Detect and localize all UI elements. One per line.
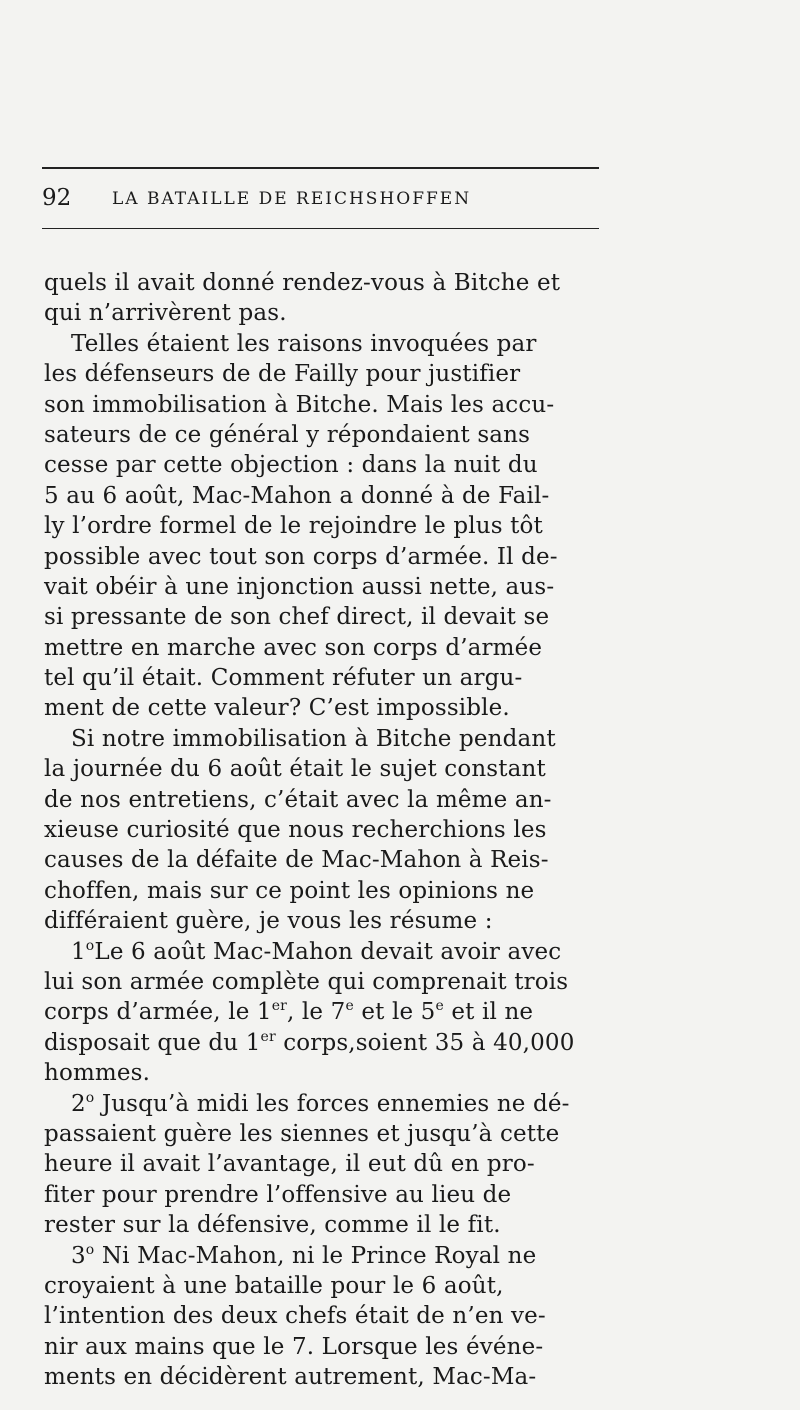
text-line xyxy=(44,1119,614,1149)
line-text: ly l’ordre formel de le rejoindre le plus tôt xyxy=(44,513,543,540)
line-text: possible avec tout son corps d’armée. Il de- xyxy=(44,543,558,570)
text-line xyxy=(44,876,614,906)
line-text: si pressante de son chef direct, il devait se xyxy=(44,604,550,631)
text-line xyxy=(44,663,614,693)
line-text: vait obéir à une injonction aussi nette, aus- xyxy=(44,573,555,600)
text-line xyxy=(44,1089,614,1119)
text-line xyxy=(44,298,614,328)
text-line xyxy=(44,1362,614,1392)
text-line xyxy=(44,572,614,602)
line-text: Si notre immobilisation à Bitche pendant xyxy=(71,725,556,752)
text-line xyxy=(44,1058,614,1088)
text-line xyxy=(44,511,614,541)
text-line xyxy=(44,815,614,845)
text-line xyxy=(44,390,614,420)
line-text: de nos entretiens, c’était avec la même an- xyxy=(44,786,552,813)
line-text: son immobilisation à Bitche. Mais les accu- xyxy=(44,391,555,418)
line-text: 5 au 6 août, Mac-Mahon a donné à de Fail- xyxy=(44,482,550,509)
line-text: différaient guère, je vous les résume : xyxy=(44,908,493,935)
line-text: lui son armée complète qui comprenait trois xyxy=(44,968,569,995)
line-text: passaient guère les siennes et jusqu’à cette xyxy=(44,1120,560,1147)
running-head xyxy=(42,183,599,215)
line-text: heure il avait l’avantage, il eut dû en pro- xyxy=(44,1151,535,1178)
line-text: Telles étaient les raisons invoquées par xyxy=(71,330,537,357)
running-title: LA BATAILLE DE REICHSHOFFEN xyxy=(112,189,472,209)
line-text: la journée du 6 août était le sujet constant xyxy=(44,756,546,783)
text-line xyxy=(44,359,614,389)
line-text: xieuse curiosité que nous recherchions les xyxy=(44,817,547,844)
text-line xyxy=(44,1241,614,1271)
line-text: les défenseurs de de Failly pour justifier xyxy=(44,361,521,388)
line-text: hommes. xyxy=(44,1060,151,1087)
line-text: 1 xyxy=(71,938,86,965)
line-text: mettre en marche avec son corps d’armée xyxy=(44,634,543,661)
line-text: sateurs de ce général y répondaient sans xyxy=(44,421,531,448)
line-text: nir aux mains que le 7. Lorsque les événe- xyxy=(44,1333,544,1360)
text-line xyxy=(44,1210,614,1240)
line-text: tel qu’il était. Comment réfuter un argu- xyxy=(44,665,523,692)
text-line xyxy=(44,1180,614,1210)
text-line xyxy=(44,1271,614,1301)
text-line xyxy=(44,754,614,784)
text-line xyxy=(44,602,614,632)
line-text: fiter pour prendre l’offensive au lieu de xyxy=(44,1181,512,1208)
line-text: quels il avait donné rendez-vous à Bitche et xyxy=(44,270,561,296)
superscript: o xyxy=(85,1241,95,1258)
text-line xyxy=(44,906,614,936)
text-line xyxy=(44,633,614,663)
line-text: choffen, mais sur ce point les opinions ne xyxy=(44,877,535,904)
text-line xyxy=(44,1149,614,1179)
text-line xyxy=(44,481,614,511)
text-line xyxy=(44,542,614,572)
text-line xyxy=(44,1301,614,1331)
header-top-rule xyxy=(42,167,599,169)
line-text: , le 7 xyxy=(287,999,346,1026)
text-line xyxy=(44,845,614,875)
superscript: er xyxy=(271,998,287,1015)
text-line xyxy=(44,1332,614,1362)
text-line xyxy=(44,450,614,480)
line-text: qui n’arrivèrent pas. xyxy=(44,300,287,327)
line-text: croyaient à une bataille pour le 6 août, xyxy=(44,1272,504,1299)
line-text: et le 5 xyxy=(353,999,436,1026)
line-text: causes de la défaite de Mac-Mahon à Reis- xyxy=(44,847,549,874)
text-line xyxy=(44,937,614,967)
text-line xyxy=(44,967,614,997)
body-text xyxy=(44,268,614,1392)
line-text: disposait que du 1 xyxy=(44,1029,261,1056)
text-line xyxy=(44,268,614,298)
text-line xyxy=(44,785,614,815)
text-line xyxy=(44,420,614,450)
line-text: 3 xyxy=(71,1242,86,1269)
line-text: corps,soient 35 à 40,000 xyxy=(275,1029,575,1056)
text-line xyxy=(44,997,614,1027)
text-line xyxy=(44,329,614,359)
line-text: 2 xyxy=(71,1090,86,1117)
header-bottom-rule xyxy=(42,228,599,229)
superscript: e xyxy=(345,998,354,1015)
line-text: ment de cette valeur? C’est impossible. xyxy=(44,695,510,722)
line-text: cesse par cette objection : dans la nuit du xyxy=(44,452,538,479)
text-line xyxy=(44,724,614,754)
line-text: Jusqu’à midi les forces ennemies ne dé- xyxy=(94,1090,570,1117)
line-text: corps d’armée, le 1 xyxy=(44,999,272,1026)
text-line xyxy=(44,1028,614,1058)
superscript: er xyxy=(260,1028,276,1045)
superscript: o xyxy=(85,1089,95,1106)
page-number: 92 xyxy=(42,185,72,211)
line-text: et il ne xyxy=(443,999,534,1026)
line-text: l’intention des deux chefs était de n’en ve- xyxy=(44,1303,546,1330)
superscript: o xyxy=(85,937,95,954)
superscript: e xyxy=(435,998,444,1015)
line-text: Ni Mac-Mahon, ni le Prince Royal ne xyxy=(94,1242,537,1269)
line-text: rester sur la défensive, comme il le fit. xyxy=(44,1212,501,1239)
line-text: Le 6 août Mac-Mahon devait avoir avec xyxy=(94,938,562,965)
text-line xyxy=(44,693,614,723)
line-text: ments en décidèrent autrement, Mac-Ma- xyxy=(44,1364,537,1391)
